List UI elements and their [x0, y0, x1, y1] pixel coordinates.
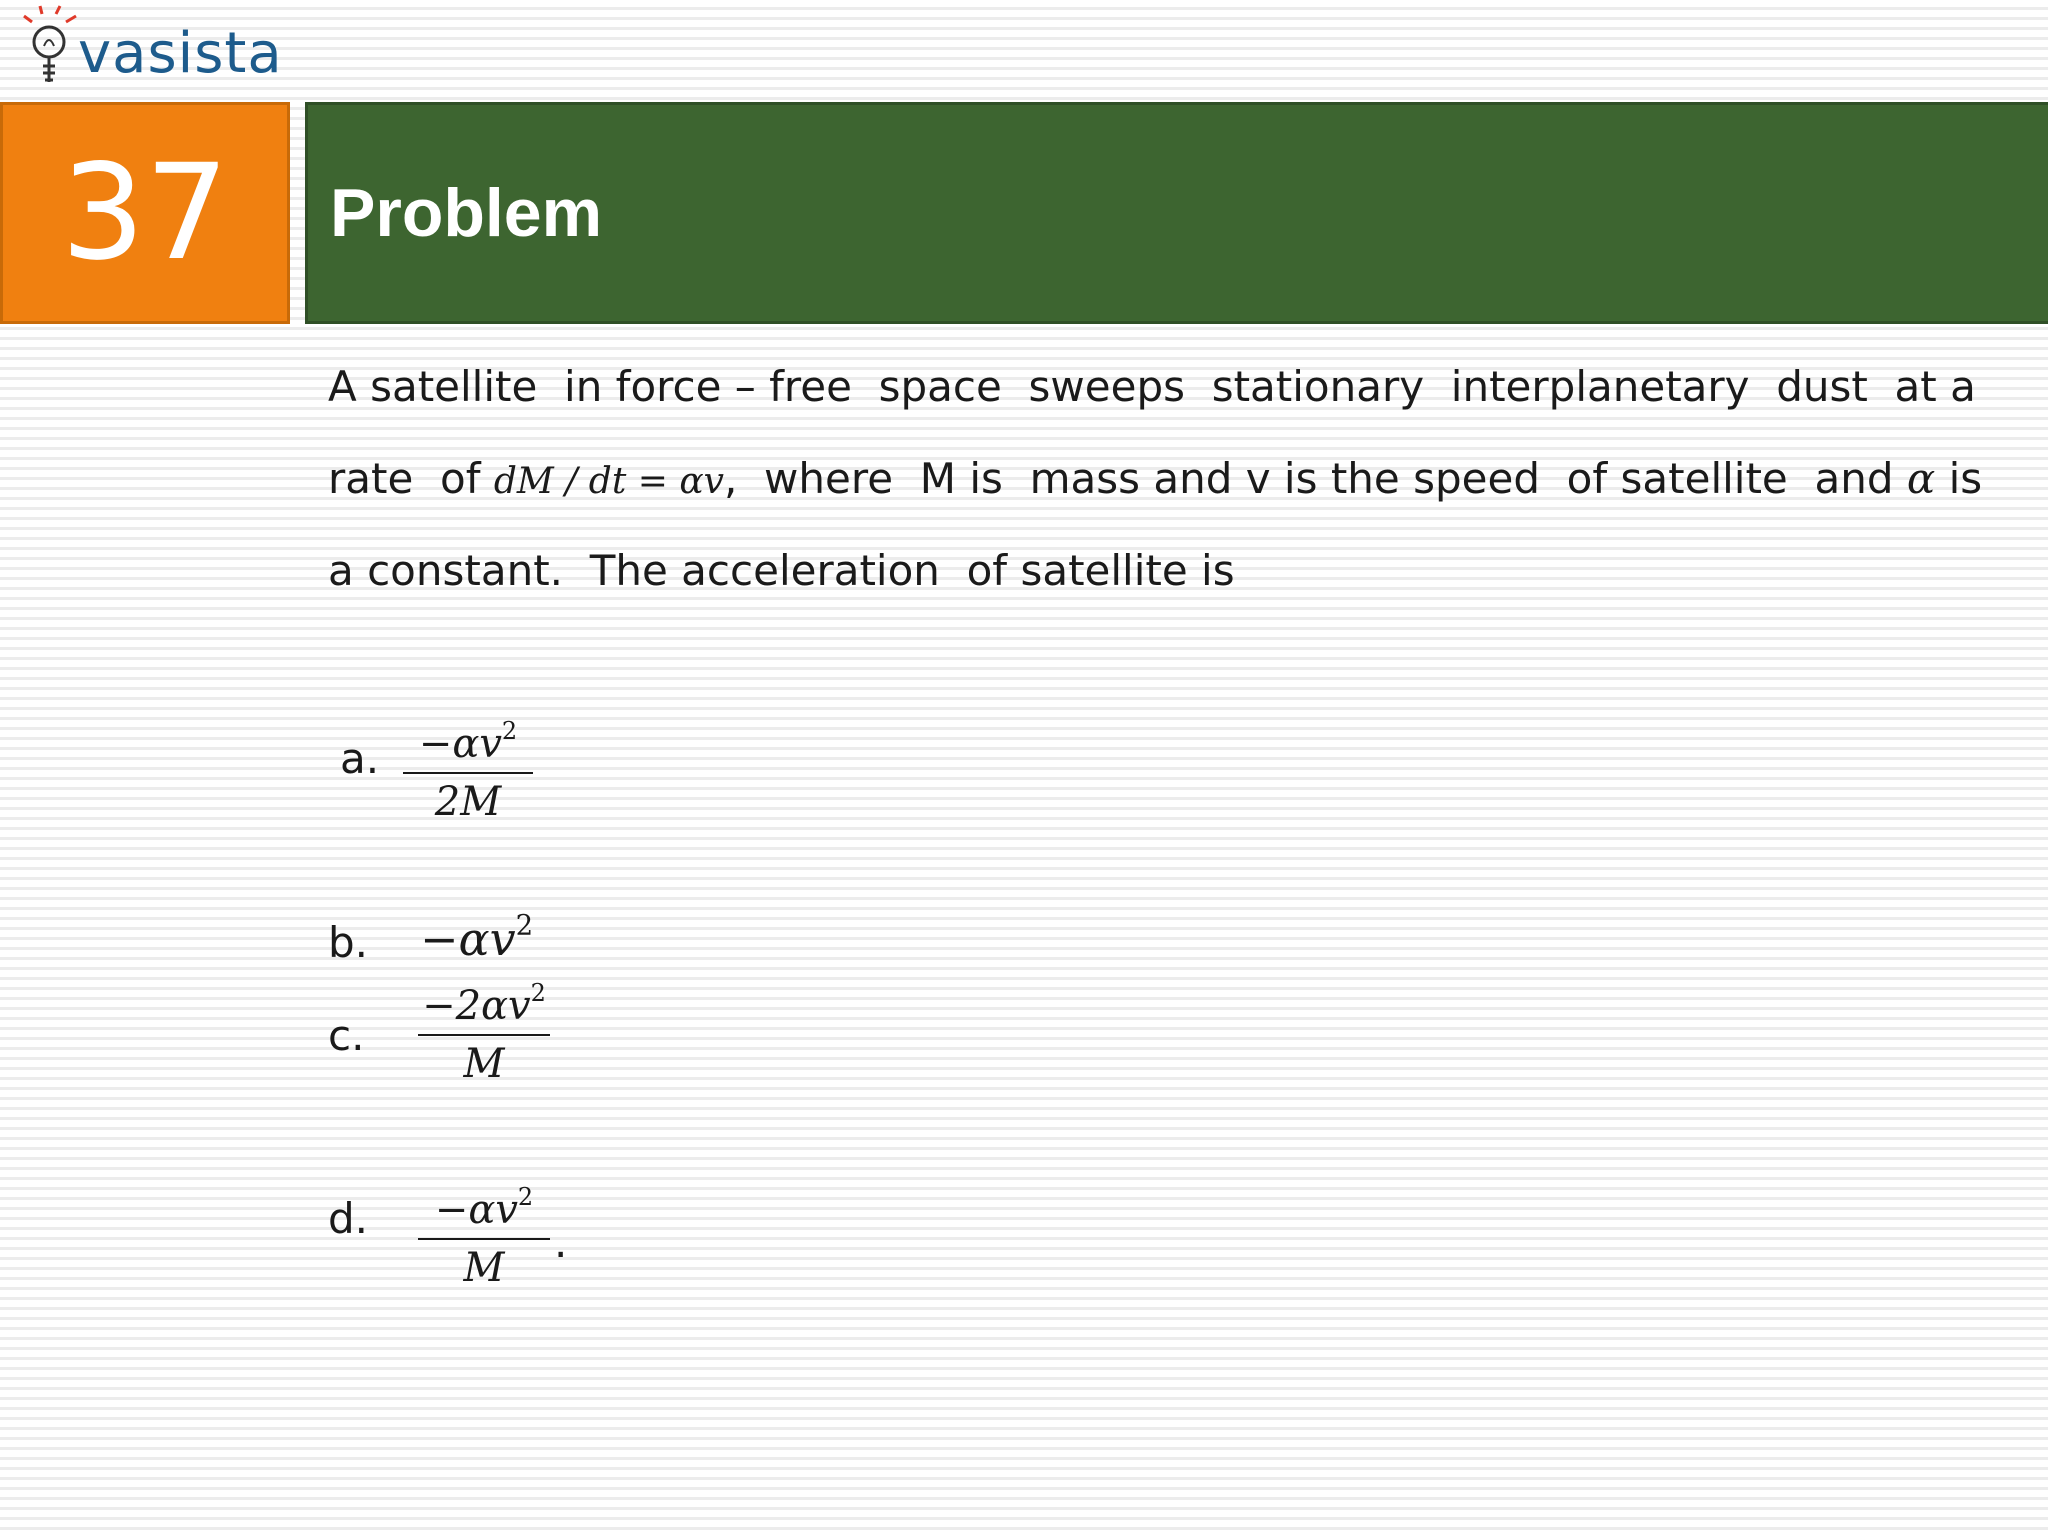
problem-line-3: a constant. The acceleration of satellite is: [328, 546, 1235, 595]
fraction-bar: [418, 1238, 550, 1240]
problem-number-box: [0, 102, 290, 324]
rate-equation: dM / dt = αv: [493, 461, 724, 502]
fraction-bar: [418, 1034, 550, 1036]
option-c-fraction: [418, 979, 550, 1087]
alpha-symbol: α: [1906, 454, 1936, 503]
problem-number: 37: [61, 136, 229, 290]
option-d-fraction: [418, 1183, 550, 1291]
page-title: Problem: [330, 175, 603, 251]
option-c-label: c.: [328, 1011, 365, 1060]
option-d-numerator: $-\alpha v^2$: [434, 1183, 534, 1233]
option-a-numerator: $-\alpha v^2$: [418, 717, 518, 767]
problem-line-2-post: , where M is mass and v is the speed of satellite and: [724, 454, 1907, 503]
option-a-denominator: 2M: [434, 779, 502, 825]
option-a-fraction: [403, 717, 533, 825]
option-d-label: d.: [328, 1194, 369, 1243]
option-c-numerator: $-2\alpha v^2$: [422, 979, 546, 1029]
option-a-label: a.: [340, 734, 380, 783]
problem-line-1: A satellite in force – free space sweeps stationary interplanetary dust at a: [328, 362, 1976, 411]
problem-line-2-pre: rate of: [328, 454, 494, 503]
option-d-period: .: [554, 1218, 568, 1267]
title-bar: [305, 102, 2048, 324]
vasista-logo: [18, 2, 288, 94]
option-b-label: b.: [328, 918, 369, 967]
option-d-denominator: M: [463, 1245, 505, 1291]
problem-line-2-end: is: [1935, 454, 1983, 503]
problem-line-2: [328, 454, 1983, 503]
option-c-denominator: M: [463, 1041, 505, 1087]
option-b-expression: $-\alpha v^2$: [420, 908, 534, 966]
logo-text: vasista: [78, 21, 283, 86]
fraction-bar: [403, 772, 533, 774]
